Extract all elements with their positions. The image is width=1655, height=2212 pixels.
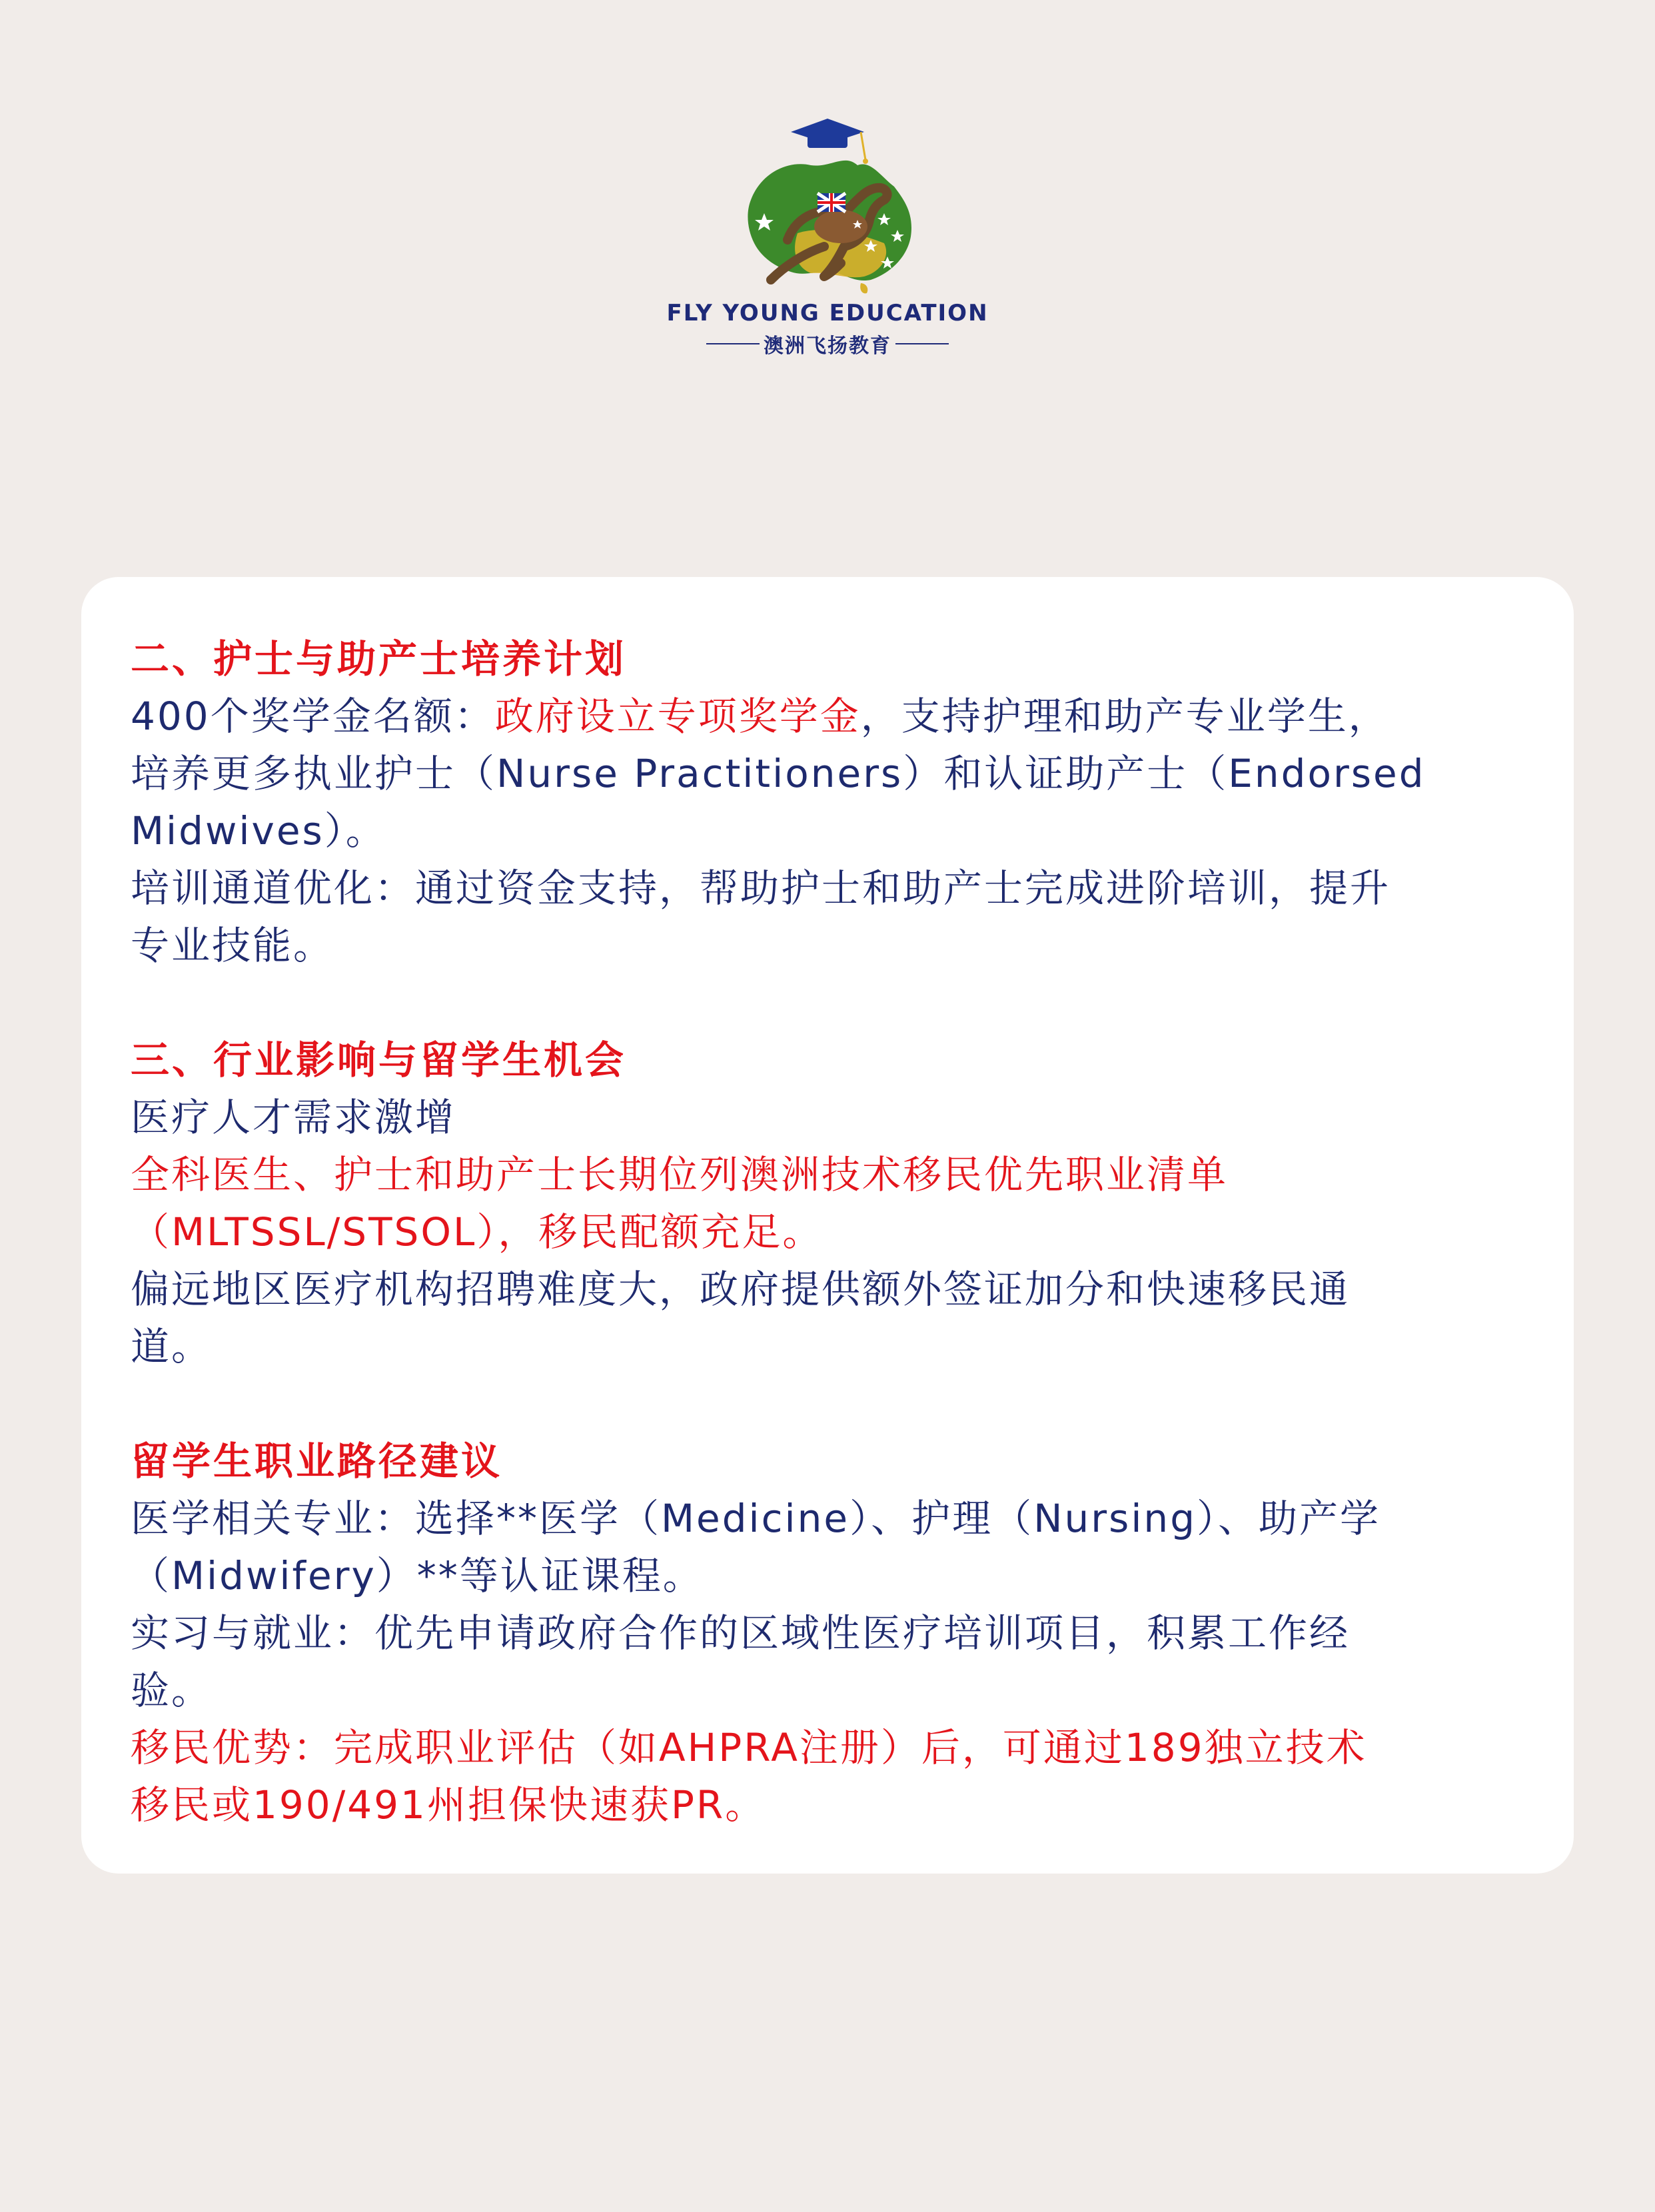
highlight-line: （MLTSSL/STSOL），移民配额充足。 — [131, 1209, 824, 1255]
text-line — [131, 688, 1526, 745]
brand-name-chinese-row — [661, 329, 994, 358]
brand-divider-right — [895, 343, 949, 344]
highlight-line: 移民或190/491州担保快速获PR。 — [131, 1782, 766, 1828]
australia-kangaroo-logo-icon — [724, 113, 931, 300]
text-line: 医学相关专业：选择**医学（Medicine）、护理（Nursing）、助产学 — [131, 1496, 1381, 1541]
text-line: （Midwifery）**等认证课程。 — [131, 1553, 704, 1598]
section-heading-career-path: 留学生职业路径建议 — [131, 1438, 503, 1484]
text-line: 专业技能。 — [131, 923, 334, 968]
text-line: 实习与就业：优先申请政府合作的区域性医疗培训项目，积累工作经 — [131, 1610, 1351, 1656]
brand-logo — [661, 113, 994, 366]
highlight-line: 全科医生、护士和助产士长期位列澳洲技术移民优先职业清单 — [131, 1152, 1229, 1197]
highlight-line: 移民优势：完成职业评估（如AHPRA注册）后，可通过189独立技术 — [131, 1725, 1367, 1770]
brand-name-chinese: 澳洲飞扬教育 — [764, 334, 891, 358]
text-line: 偏远地区医疗机构招聘难度大，政府提供额外签证加分和快速移民通 — [131, 1267, 1351, 1312]
text-line: 道。 — [131, 1324, 213, 1369]
section-heading-nurse-midwife: 二、护士与助产士培养计划 — [131, 636, 627, 682]
text-segment: ，支持护理和助产专业学生， — [860, 694, 1389, 739]
brand-name-english: FLY YOUNG EDUCATION — [666, 300, 989, 326]
text-line: Midwives）。 — [131, 808, 386, 853]
text-line: 培养更多执业护士（Nurse Practitioners）和认证助产士（Endorsed — [131, 751, 1426, 796]
section-heading-industry-impact: 三、行业影响与留学生机会 — [131, 1037, 627, 1083]
text-line: 医疗人才需求激增 — [131, 1095, 456, 1140]
section-spacer — [131, 974, 1526, 1031]
text-segment: 400个奖学金名额： — [131, 694, 495, 739]
highlight-text: 政府设立专项奖学金 — [494, 694, 861, 739]
brand-divider-left — [706, 343, 760, 344]
text-line: 培训通道优化：通过资金支持，帮助护士和助产士完成进阶培训，提升 — [131, 865, 1391, 911]
text-line: 验。 — [131, 1668, 213, 1713]
content-card — [81, 577, 1574, 1874]
section-spacer — [131, 1375, 1526, 1432]
